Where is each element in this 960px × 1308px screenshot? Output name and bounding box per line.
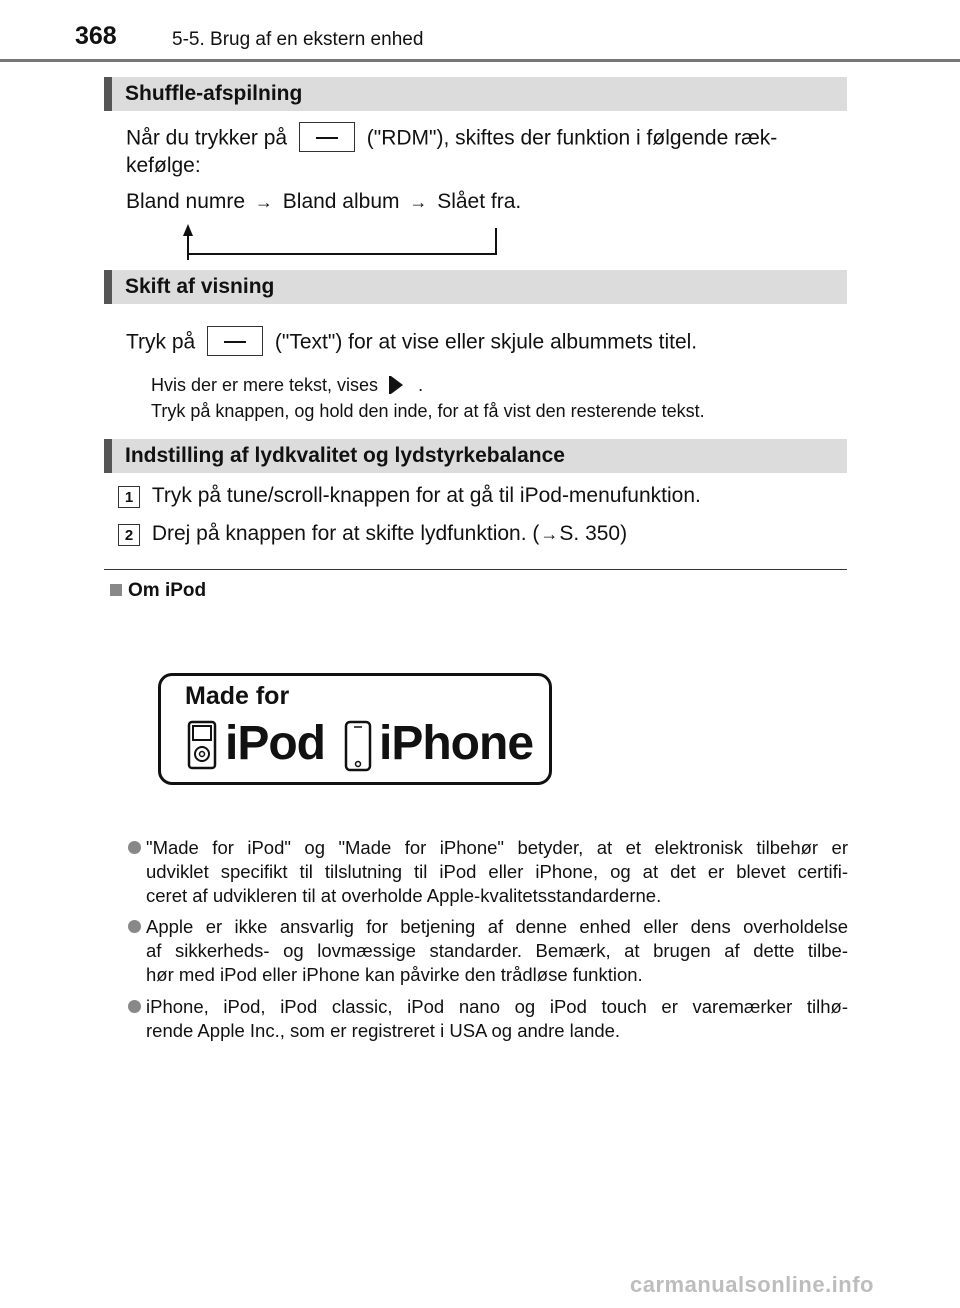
step-2 bbox=[118, 522, 627, 546]
display-text-after: ("Text") for at vise eller skjule albummets titel. bbox=[274, 330, 698, 354]
arrow-right-icon: → bbox=[254, 192, 273, 212]
sequence-item-1: Bland numre bbox=[126, 190, 246, 213]
step-2-text-before: Drej på knappen for at skifte lydfunktion. ( bbox=[151, 522, 540, 545]
square-bullet-icon bbox=[110, 584, 122, 596]
watermark: carmanualsonline.info bbox=[630, 1272, 874, 1297]
step-number-badge: 1 bbox=[118, 486, 140, 508]
iphone-device-icon bbox=[344, 720, 372, 772]
bullet-line: iPhone, iPod, iPod classic, iPod nano og iPod touch er varemærker tilhø- bbox=[146, 996, 848, 1017]
shuffle-heading: Shuffle-afspilning bbox=[104, 77, 847, 111]
section-title: 5-5. Brug af en ekstern enhed bbox=[172, 29, 424, 50]
step-number-badge: 2 bbox=[118, 524, 140, 546]
text-key-icon bbox=[207, 326, 263, 356]
bullet-line: "Made for iPod" og "Made for iPhone" betyder, at et elektronisk tilbehør er bbox=[146, 837, 848, 858]
bullet-line: udviklet specifikt til tilslutning til iPod eller iPhone, og at det er blevet certifi- bbox=[146, 861, 848, 882]
shuffle-text-line2: kefølge: bbox=[126, 154, 201, 177]
note-text-before: Hvis der er mere tekst, vises bbox=[151, 375, 379, 395]
bullet-line: ceret af udvikleren til at overholde Apple-kvalitetsstandarderne. bbox=[146, 885, 662, 906]
sound-heading: Indstilling af lydkvalitet og lydstyrkebalance bbox=[104, 439, 847, 473]
shuffle-paragraph bbox=[126, 124, 777, 154]
page-number: 368 bbox=[75, 22, 117, 50]
header-divider bbox=[0, 59, 960, 62]
about-heading-text: Om iPod bbox=[128, 580, 207, 601]
bullet-text bbox=[146, 915, 848, 987]
ipod-device-icon bbox=[187, 720, 217, 770]
bullet-item bbox=[128, 915, 848, 987]
sequence-item-3: Slået fra. bbox=[437, 190, 522, 213]
bullet-line: Apple er ikke ansvarlig for betjening af denne enhed eller dens overholdelse bbox=[146, 916, 848, 937]
bullet-line: rende Apple Inc., som er registreret i USA og andre lande. bbox=[146, 1020, 621, 1041]
note-text-after: . bbox=[418, 375, 424, 395]
bullet-line: hør med iPod eller iPhone kan påvirke den trådløse funktion. bbox=[146, 964, 643, 985]
about-ipod-heading bbox=[110, 580, 206, 602]
cycle-back-arrow-icon bbox=[180, 222, 505, 262]
logo-iphone-word: iPhone bbox=[379, 717, 534, 770]
arrow-right-icon: → bbox=[540, 524, 559, 544]
bullet-item bbox=[128, 995, 848, 1043]
display-note-1 bbox=[151, 374, 423, 396]
rdm-key-icon bbox=[299, 122, 355, 152]
subsection-divider bbox=[104, 569, 847, 570]
display-paragraph bbox=[126, 328, 697, 358]
bullet-dot-icon bbox=[128, 920, 141, 933]
arrow-right-icon: → bbox=[409, 192, 428, 212]
bullet-dot-icon bbox=[128, 841, 141, 854]
step-1 bbox=[118, 484, 701, 508]
display-note-2: Tryk på knappen, og hold den inde, for at få vist den resterende tekst. bbox=[151, 401, 705, 421]
display-text-before: Tryk på bbox=[126, 330, 196, 354]
logo-ipod-word: iPod bbox=[225, 717, 325, 770]
bullet-line: af sikkerheds- og lovmæssige standarder. Bemærk, at brugen af dette tilbe- bbox=[146, 940, 848, 961]
shuffle-sequence bbox=[126, 190, 521, 214]
shuffle-text-after: ("RDM"), skiftes der funktion i følgende ræk- bbox=[366, 126, 778, 150]
shuffle-text-before: Når du trykker på bbox=[126, 126, 288, 150]
bullet-dot-icon bbox=[128, 1000, 141, 1013]
bullet-text bbox=[146, 995, 848, 1043]
display-heading: Skift af visning bbox=[104, 270, 847, 304]
bullet-item bbox=[128, 836, 848, 908]
made-for-ipod-iphone-logo bbox=[158, 673, 552, 785]
sequence-item-2: Bland album bbox=[282, 190, 400, 213]
more-text-indicator-icon bbox=[387, 374, 409, 396]
logo-made-for: Made for bbox=[185, 682, 290, 710]
bullet-text bbox=[146, 836, 848, 908]
step-1-text: Tryk på tune/scroll-knappen for at gå til iPod-menufunktion. bbox=[151, 484, 701, 507]
step-2-text-after: S. 350) bbox=[559, 522, 628, 545]
